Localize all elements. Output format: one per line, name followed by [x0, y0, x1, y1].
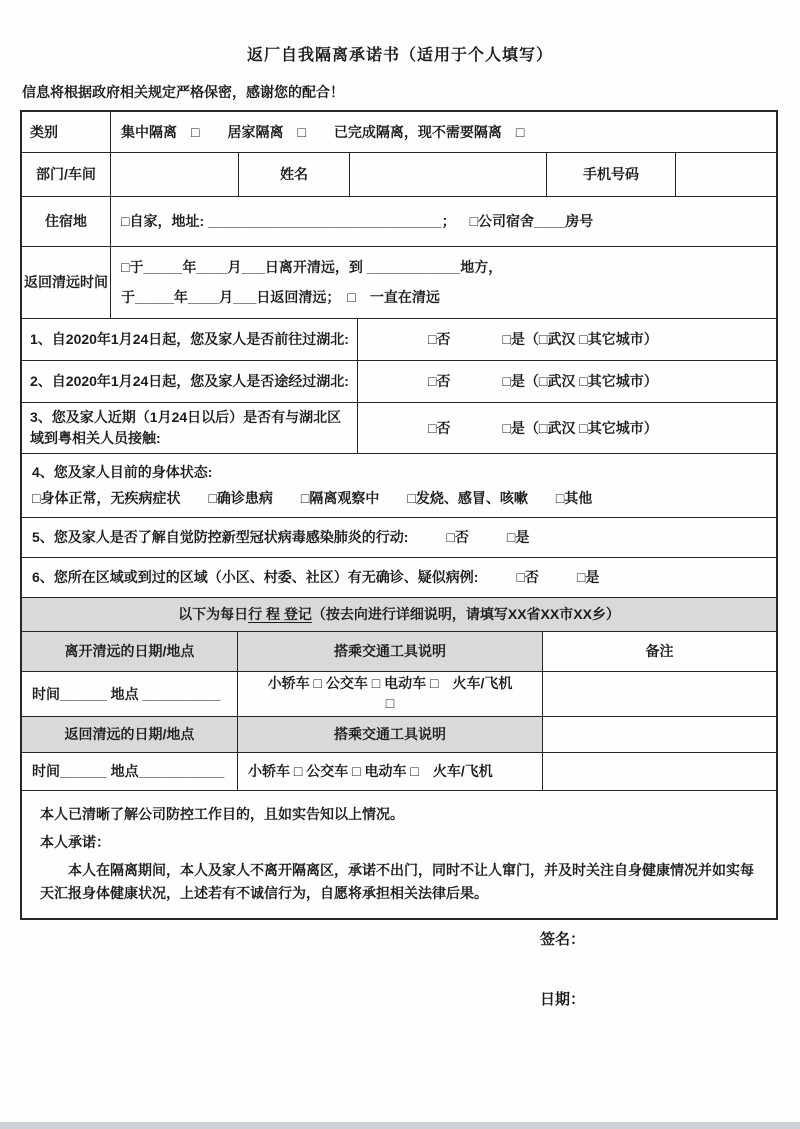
- return-remark-field: [542, 753, 776, 790]
- depart-time-place: 时间______ 地点 __________: [32, 685, 221, 702]
- question-5-text: 5、您及家人是否了解自觉防控新型冠状病毒感染肺炎的行动:: [32, 529, 409, 545]
- question-5-content: [22, 518, 776, 557]
- question-6-text: 6、您所在区域或到过的区域（小区、村委、社区）有无确诊、疑似病例:: [32, 569, 479, 585]
- commitment-line2: 本人承诺：: [40, 833, 110, 850]
- q1-no-checkbox: □否: [428, 331, 451, 347]
- q6-no-checkbox: □否: [516, 569, 539, 585]
- return-entry-row: [22, 752, 776, 790]
- band-prefix: 以下为每日: [178, 606, 249, 622]
- question-1-answers: [357, 319, 776, 360]
- question-3-text: 3、您及家人近期（1月24日以后）是否有与湖北区域到粤相关人员接触:: [30, 409, 342, 446]
- return-date-line: 于_____年____月___日返回清远； □ 一直在清远: [121, 288, 440, 305]
- department-field: [110, 153, 238, 196]
- signature-label: 签名：: [540, 931, 586, 948]
- remark-header: 备注: [542, 632, 776, 671]
- question-6-row: [22, 557, 776, 597]
- residence-dorm-option: □公司宿舍____房号: [469, 213, 594, 229]
- question-1-row: [22, 318, 776, 360]
- category-options: 集中隔离 □ 居家隔离 □ 已完成隔离，现不需要隔离 □: [110, 112, 776, 152]
- date-label: 日期：: [540, 991, 586, 1008]
- privacy-note: 信息将根据政府相关规定严格保密，感谢您的配合！: [22, 84, 344, 100]
- commitment-row: [22, 790, 776, 918]
- q5-no-checkbox: □否: [446, 529, 469, 545]
- question-4-row: [22, 453, 776, 517]
- residence-label: 住宿地: [45, 213, 87, 229]
- return-header-col2: 搭乘交通工具说明: [237, 717, 542, 752]
- q3-yes-checkbox: □是（□武汉 □其它城市）: [502, 419, 658, 436]
- q2-yes-checkbox: □是（□武汉 □其它城市）: [502, 373, 658, 389]
- question-5-row: [22, 517, 776, 557]
- form-table: [20, 110, 778, 920]
- residence-content: [110, 197, 776, 246]
- bottom-bar: [0, 1122, 800, 1129]
- return-header-col3: [542, 717, 776, 752]
- info-row: [22, 152, 776, 196]
- question-4-options: □身体正常，无疾病症状 □确诊患病 □隔离观察中 □发烧、感冒、咳嗽 □其他: [32, 489, 593, 506]
- return-time-row: [22, 246, 776, 318]
- band-underlined: 行 程 登记: [248, 606, 312, 622]
- q3-no-checkbox: □否: [428, 419, 451, 436]
- residence-home-option: □自家，地址: ______________________________；: [121, 213, 456, 229]
- q2-no-checkbox: □否: [428, 373, 451, 389]
- question-6-content: [22, 558, 776, 597]
- category-row: [22, 112, 776, 152]
- return-time-content: [110, 247, 776, 318]
- depart-header-row: [22, 631, 776, 671]
- return-transport: 小轿车 □ 公交车 □ 电动车 □ 火车/飞机: [237, 753, 542, 790]
- phone-field: [675, 153, 776, 196]
- form-title: 返厂自我隔离承诺书（适用于个人填写）: [246, 47, 553, 64]
- q1-yes-checkbox: □是（□武汉 □其它城市）: [502, 331, 658, 347]
- return-time-place: 时间______ 地点___________: [32, 763, 225, 779]
- question-2-answers: [357, 361, 776, 402]
- return-time-label: 返回清远时间: [24, 274, 108, 290]
- commitment-content: [22, 791, 776, 918]
- depart-transport: [237, 672, 542, 716]
- return-header-row: [22, 716, 776, 752]
- question-2-text: 2、自2020年1月24日起，您及家人是否途经过湖北:: [30, 373, 349, 389]
- department-label: 部门/车间: [36, 166, 96, 182]
- depart-header-col1: 离开清远的日期/地点: [22, 632, 237, 671]
- depart-date-line: □于_____年____月___日离开清远，到 ____________地方，: [121, 259, 503, 276]
- q6-yes-checkbox: □是: [576, 569, 600, 585]
- band-suffix: （按去向进行详细说明，请填写XX省XX市XX乡）: [311, 606, 620, 622]
- q5-yes-checkbox: □是: [506, 529, 530, 545]
- question-3-row: [22, 402, 776, 453]
- depart-transport-options: 小轿车 □ 公交车 □ 电动车 □ 火车/飞机: [267, 675, 513, 692]
- travel-band-row: [22, 597, 776, 631]
- question-1-text: 1、自2020年1月24日起，您及家人是否前往过湖北:: [30, 331, 349, 347]
- travel-band-title: [22, 598, 776, 631]
- question-4-content: [22, 454, 776, 517]
- commitment-line3: 本人在隔离期间，本人及家人不离开隔离区，承诺不出门，同时不让人窜门，并及时关注自身健康情况并如实每天汇报身体健康状况，上述若有不诚信行为，自愿将承担相关法律后果。: [40, 861, 754, 902]
- name-field: [349, 153, 546, 196]
- question-3-answers: [357, 403, 776, 453]
- category-label: 类别: [30, 123, 58, 140]
- depart-remark-field: [542, 672, 776, 716]
- name-label: 姓名: [238, 153, 349, 196]
- return-header-col1: 返回清远的日期/地点: [22, 717, 237, 752]
- question-4-text: 4、您及家人目前的身体状态:: [32, 464, 213, 481]
- commitment-line1: 本人已清晰了解公司防控工作目的，且如实告知以上情况。: [40, 806, 404, 822]
- residence-row: [22, 196, 776, 246]
- depart-transport-checkbox: □: [385, 695, 395, 711]
- depart-header-col2: 搭乘交通工具说明: [237, 632, 542, 671]
- phone-label: 手机号码: [546, 153, 675, 196]
- depart-entry-row: [22, 671, 776, 716]
- question-2-row: [22, 360, 776, 402]
